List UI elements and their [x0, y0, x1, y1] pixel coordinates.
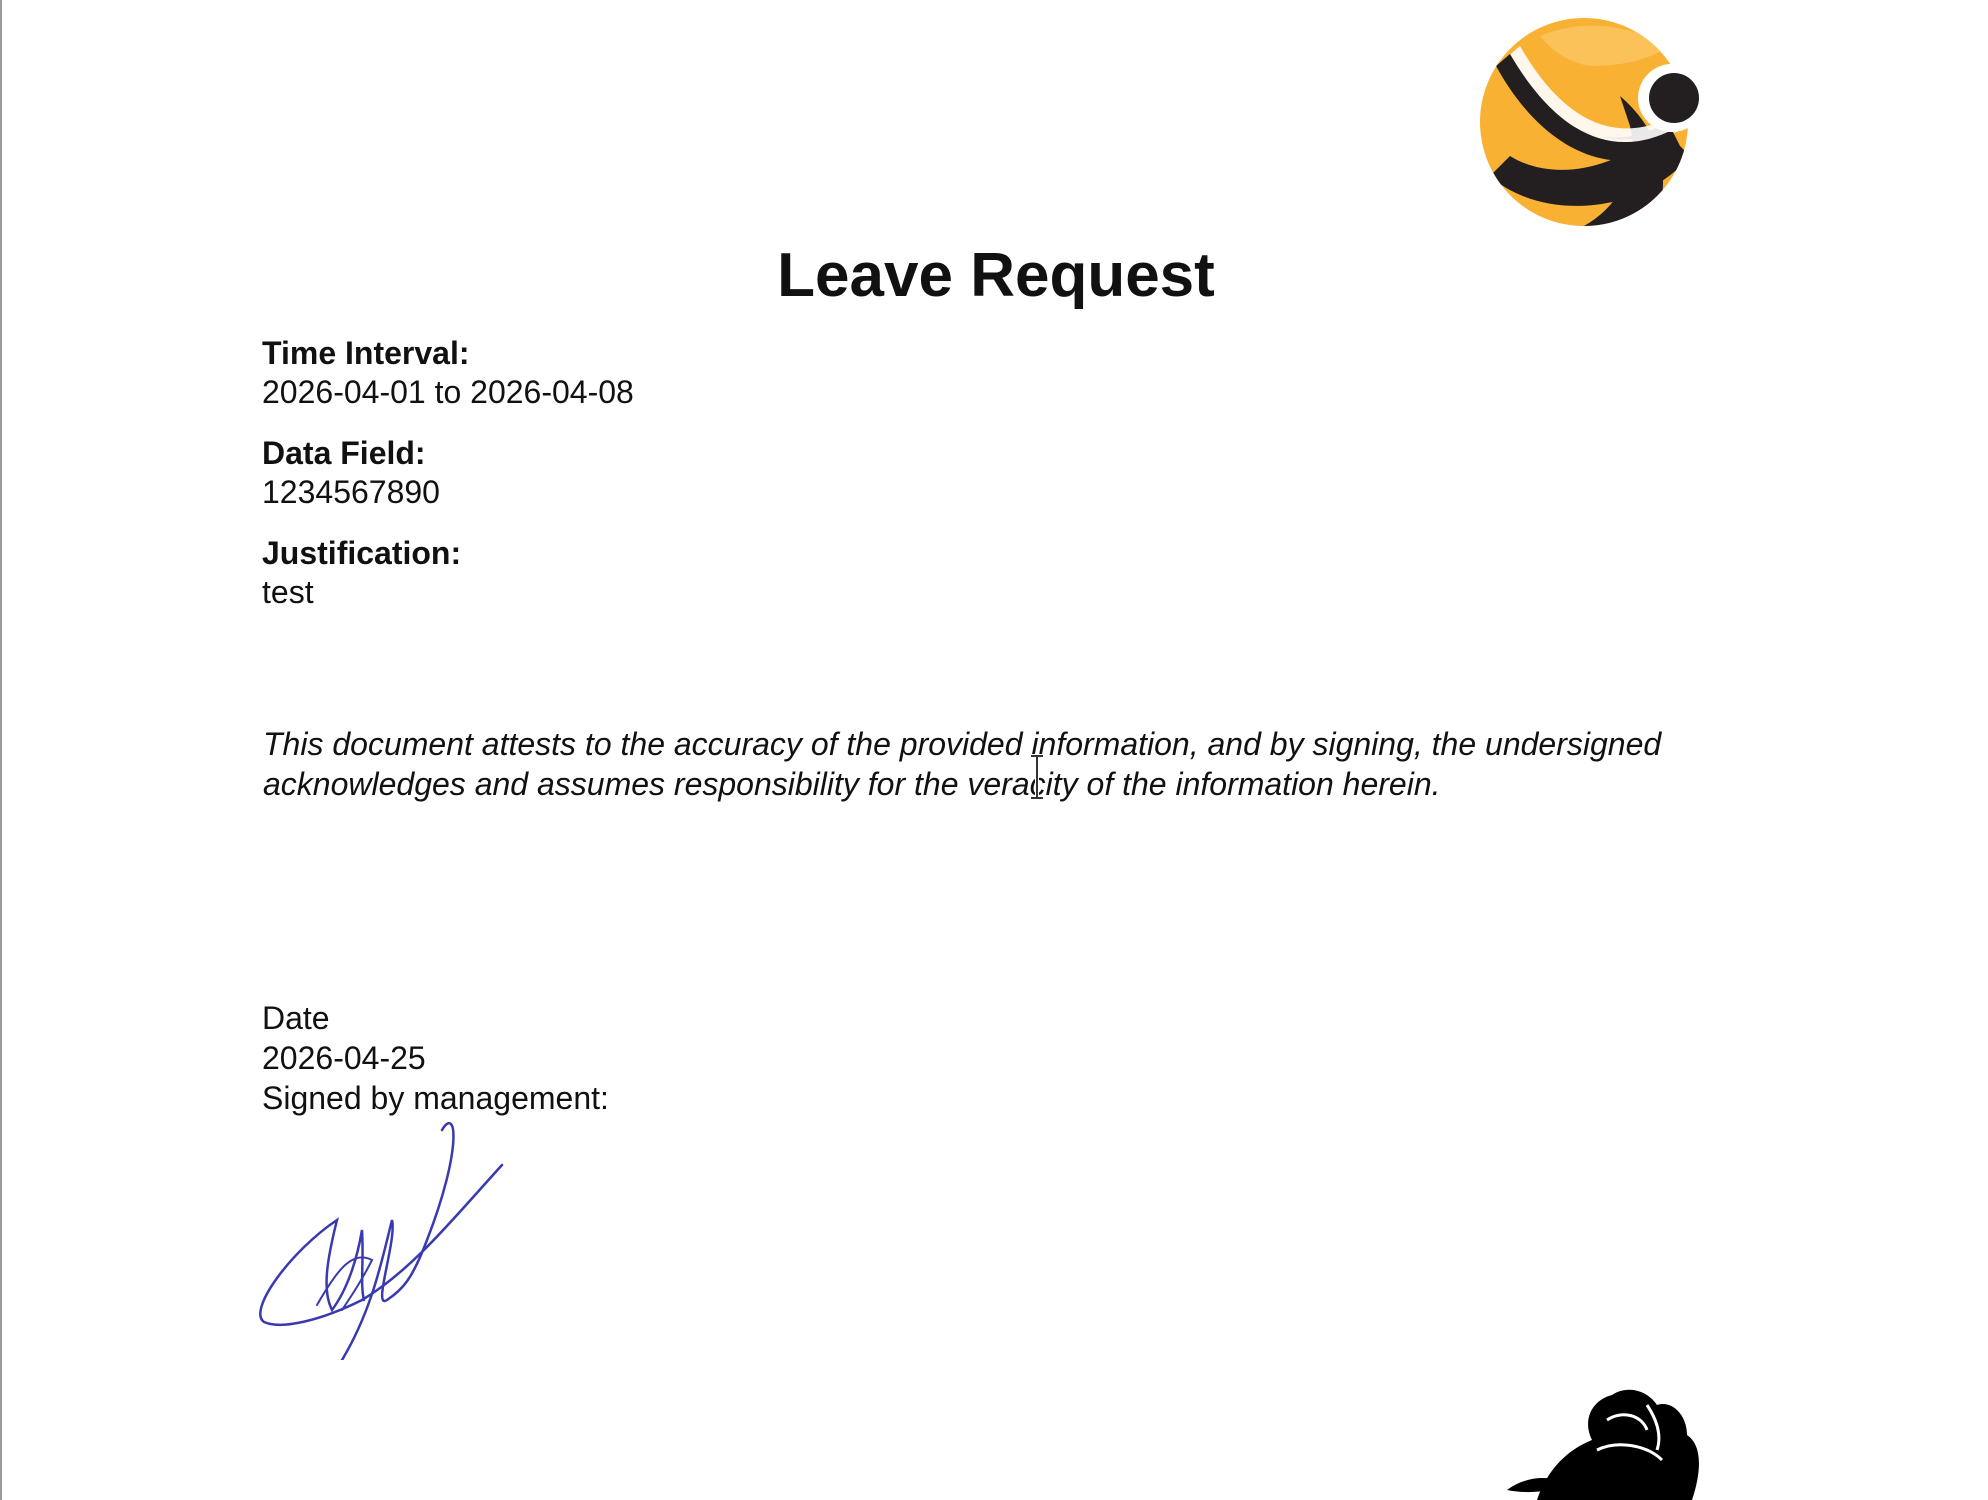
- text-cursor-icon: [1028, 754, 1046, 800]
- date-value: 2026-04-25: [262, 1040, 426, 1076]
- rose-icon: [1497, 1380, 1717, 1500]
- attestation-statement: This document attests to the accuracy of the provided information, and by signing, the undersigned acknowledges and assumes responsibility for the veracity of the information herein.: [263, 726, 1662, 802]
- signed-by-label: Signed by management:: [262, 1080, 609, 1116]
- document-title: Leave Request: [777, 241, 1215, 310]
- data-field-value: 1234567890: [262, 474, 440, 510]
- justification-label: Justification:: [262, 535, 462, 571]
- time-interval-value: 2026-04-01 to 2026-04-08: [262, 374, 634, 410]
- justification-value: test: [262, 574, 314, 610]
- date-label: Date: [262, 1000, 330, 1036]
- company-logo-icon: [1480, 6, 1710, 232]
- handwritten-signature-icon: [252, 1110, 512, 1360]
- data-field-label: Data Field:: [262, 435, 426, 471]
- time-interval-label: Time Interval:: [262, 335, 470, 371]
